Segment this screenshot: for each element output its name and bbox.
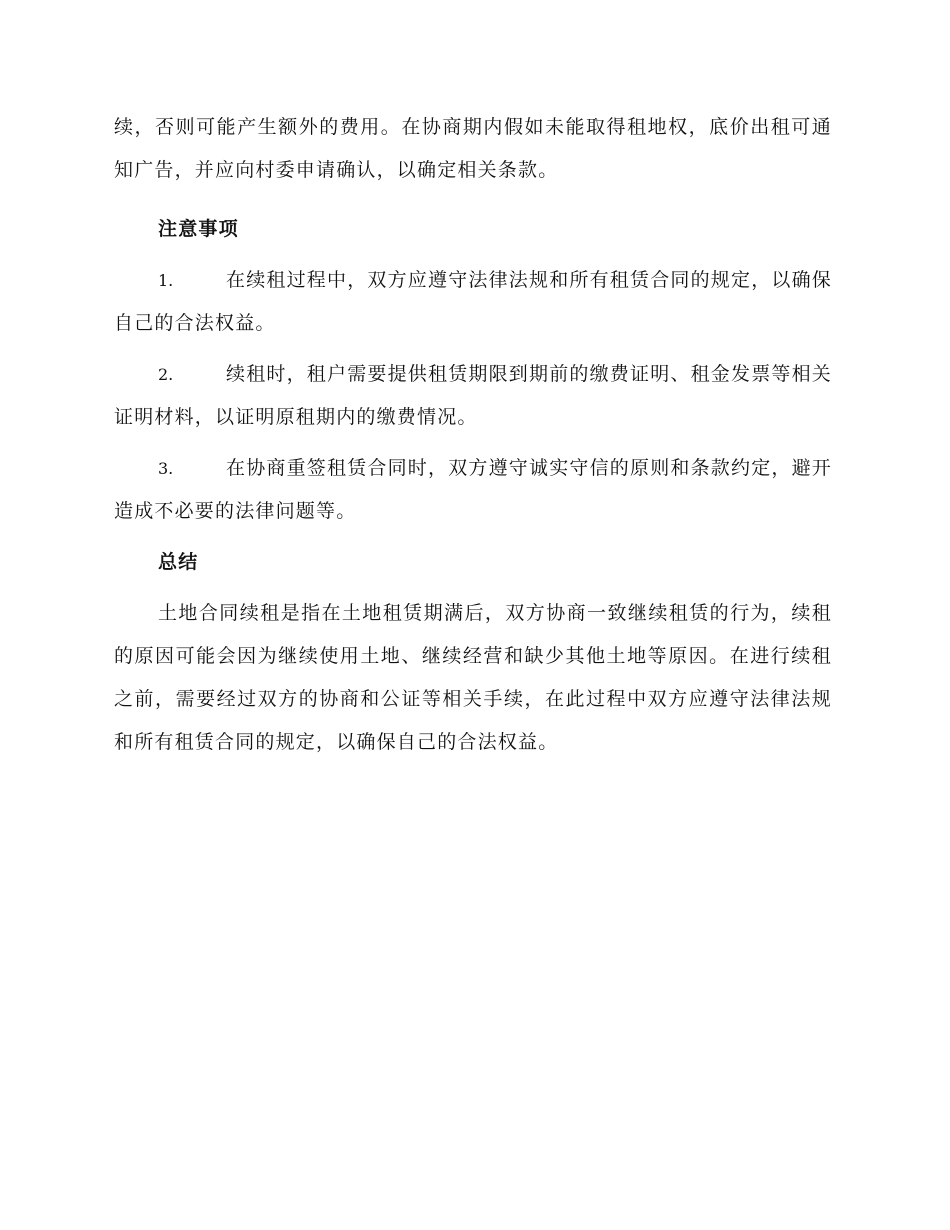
- section-gap: [114, 192, 832, 200]
- intro-paragraph: 续，否则可能产生额外的费用。在协商期内假如未能取得租地权，底价出租可通知广告，并应向村委申请确认，以确定相关条款。: [114, 116, 832, 181]
- summary-paragraph: 土地合同续租是指在土地租赁期满后，双方协商一致继续租赁的行为，续租的原因可能会因为继续使用土地、继续经营和缺少其他土地等原因。在进行续租之前，需要经过双方的协商和公证等相关手续，在此过程中双方应遵守法律法规和所有租赁合同的规定，以确保自己的合法权益。: [114, 602, 832, 753]
- document-page: [114, 106, 832, 764]
- list-item-text: 在协商重签租赁合同时，双方遵守诚实守信的原则和条款约定，避开造成不必要的法律问题等。: [114, 457, 833, 522]
- list-item: [114, 353, 832, 439]
- list-item: [114, 259, 832, 345]
- list-item-text: 在续租过程中，双方应遵守法律法规和所有租赁合同的规定，以确保自己的合法权益。: [114, 269, 833, 334]
- list-item: [114, 447, 832, 533]
- list-item-number: 1.: [158, 271, 174, 290]
- summary-heading: 总结: [158, 551, 199, 573]
- notes-heading: 注意事项: [158, 218, 239, 240]
- list-item-text: 续租时，租户需要提供租赁期限到期前的缴费证明、租金发票等相关证明材料，以证明原租期内的缴费情况。: [114, 363, 833, 428]
- list-item-number: 2.: [158, 365, 174, 384]
- list-item-number: 3.: [158, 459, 174, 478]
